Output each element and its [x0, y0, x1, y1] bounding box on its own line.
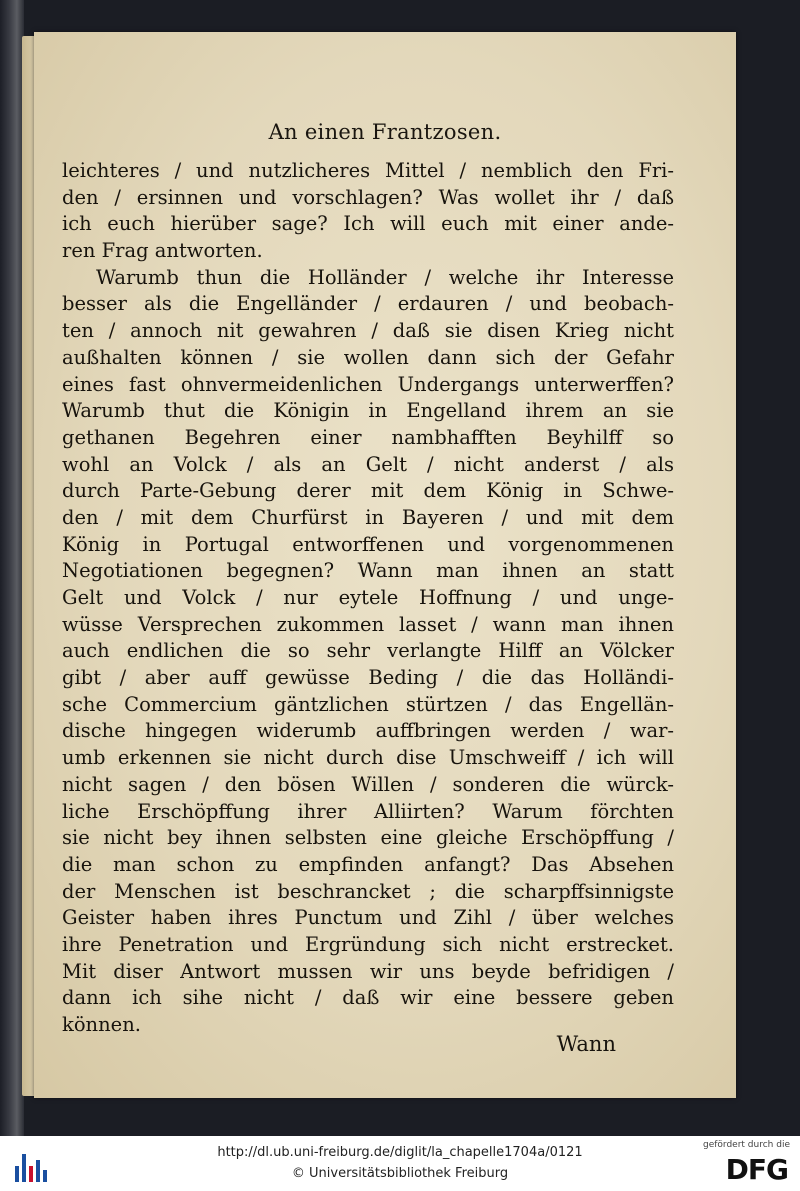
text-line: König in Portugal entworffenen und vorgenommenen [62, 532, 674, 556]
running-head: An einen Frantzosen. [268, 120, 502, 144]
text-line: nicht sagen / den bösen Willen / sonderen die würck- [62, 772, 674, 796]
dfg-logo: DFG [725, 1153, 788, 1186]
text-line: Warumb thun die Holländer / welche ihr Interesse [96, 265, 674, 289]
text-line: besser als die Engelländer / erdauren / und beobach- [62, 292, 674, 316]
text-line: sie nicht bey ihnen selbsten eine gleiche Erschöpffung / [62, 826, 674, 850]
text-line: eines fast ohnvermeidenlichen Undergangs unterwerffen? [62, 372, 674, 396]
text-line: den / ersinnen und vorschlagen? Was wollet ihr / daß [62, 185, 674, 209]
text-line: wüsse Versprechen zukommen lasset / wann man ihnen [62, 612, 674, 636]
scan-background-edge [0, 0, 24, 1136]
text-line: leichteres / und nutzlicheres Mittel / nemblich den Fri- [62, 159, 674, 182]
text-line: ich euch hierüber sage? Ich will euch mit einer ande- [62, 212, 674, 236]
permalink-url[interactable]: http://dl.ub.uni-freiburg.de/diglit/la_chapelle1704a/0121 [217, 1145, 583, 1160]
text-line: ren Frag antworten. [62, 239, 263, 263]
text-line: dann ich sihe nicht / daß wir eine bessere geben [62, 986, 674, 1010]
text-line: gethanen Begehren einer nambhafften Beyhilff so [62, 425, 674, 449]
text-line: liche Erschöpffung ihrer Alliirten? Warum förchten [62, 799, 674, 823]
funding-note: gefördert durch die [703, 1140, 790, 1150]
text-line: sche Commercium gäntzlichen stürtzen / das Engellän- [62, 692, 674, 716]
text-line: dische hingegen widerumb auffbringen werden / war- [62, 719, 674, 743]
text-line: Warumb thut die Königin in Engelland ihrem an sie [62, 399, 674, 423]
text-line: Geister haben ihres Punctum und Zihl / über welches [62, 906, 674, 930]
text-line: durch Parte-Gebung derer mit dem König in Schwe- [62, 479, 674, 503]
text-line: können. [62, 1013, 141, 1036]
text-line: der Menschen ist beschrancket ; die scharpffsinnigste [62, 879, 674, 903]
text-line: Negotiationen begegnen? Wann man ihnen an statt [62, 559, 674, 583]
copyright-notice: © Universitätsbibliothek Freiburg [291, 1166, 509, 1181]
text-line: umb erkennen sie nicht durch dise Umschweiff / ich will [62, 746, 674, 770]
text-line: die man schon zu empfinden anfangt? Das Absehen [62, 852, 674, 876]
text-line: ihre Penetration und Ergründung sich nicht erstrecket. [62, 932, 674, 956]
text-line: auch endlichen die so sehr verlangte Hilff an Völcker [62, 639, 674, 663]
body-text [62, 158, 674, 1039]
text-line: Mit diser Antwort mussen wir uns beyde befridigen / [62, 959, 674, 983]
catchword: Wann [556, 1032, 616, 1056]
text-line: gibt / aber auff gewüsse Beding / die das Holländi- [62, 666, 674, 690]
text-line: wohl an Volck / als an Gelt / nicht anderst / als [62, 452, 674, 476]
text-line: den / mit dem Churfürst in Bayeren / und mit dem [62, 505, 674, 529]
text-line: Gelt und Volck / nur eytele Hoffnung / und unge- [62, 586, 674, 609]
text-line: außhalten können / sie wollen dann sich der Gefahr [62, 345, 674, 369]
book-page [34, 32, 736, 1098]
text-line: ten / annoch nit gewahren / daß sie disen Krieg nicht [62, 319, 674, 343]
viewer-footer [0, 1136, 800, 1191]
